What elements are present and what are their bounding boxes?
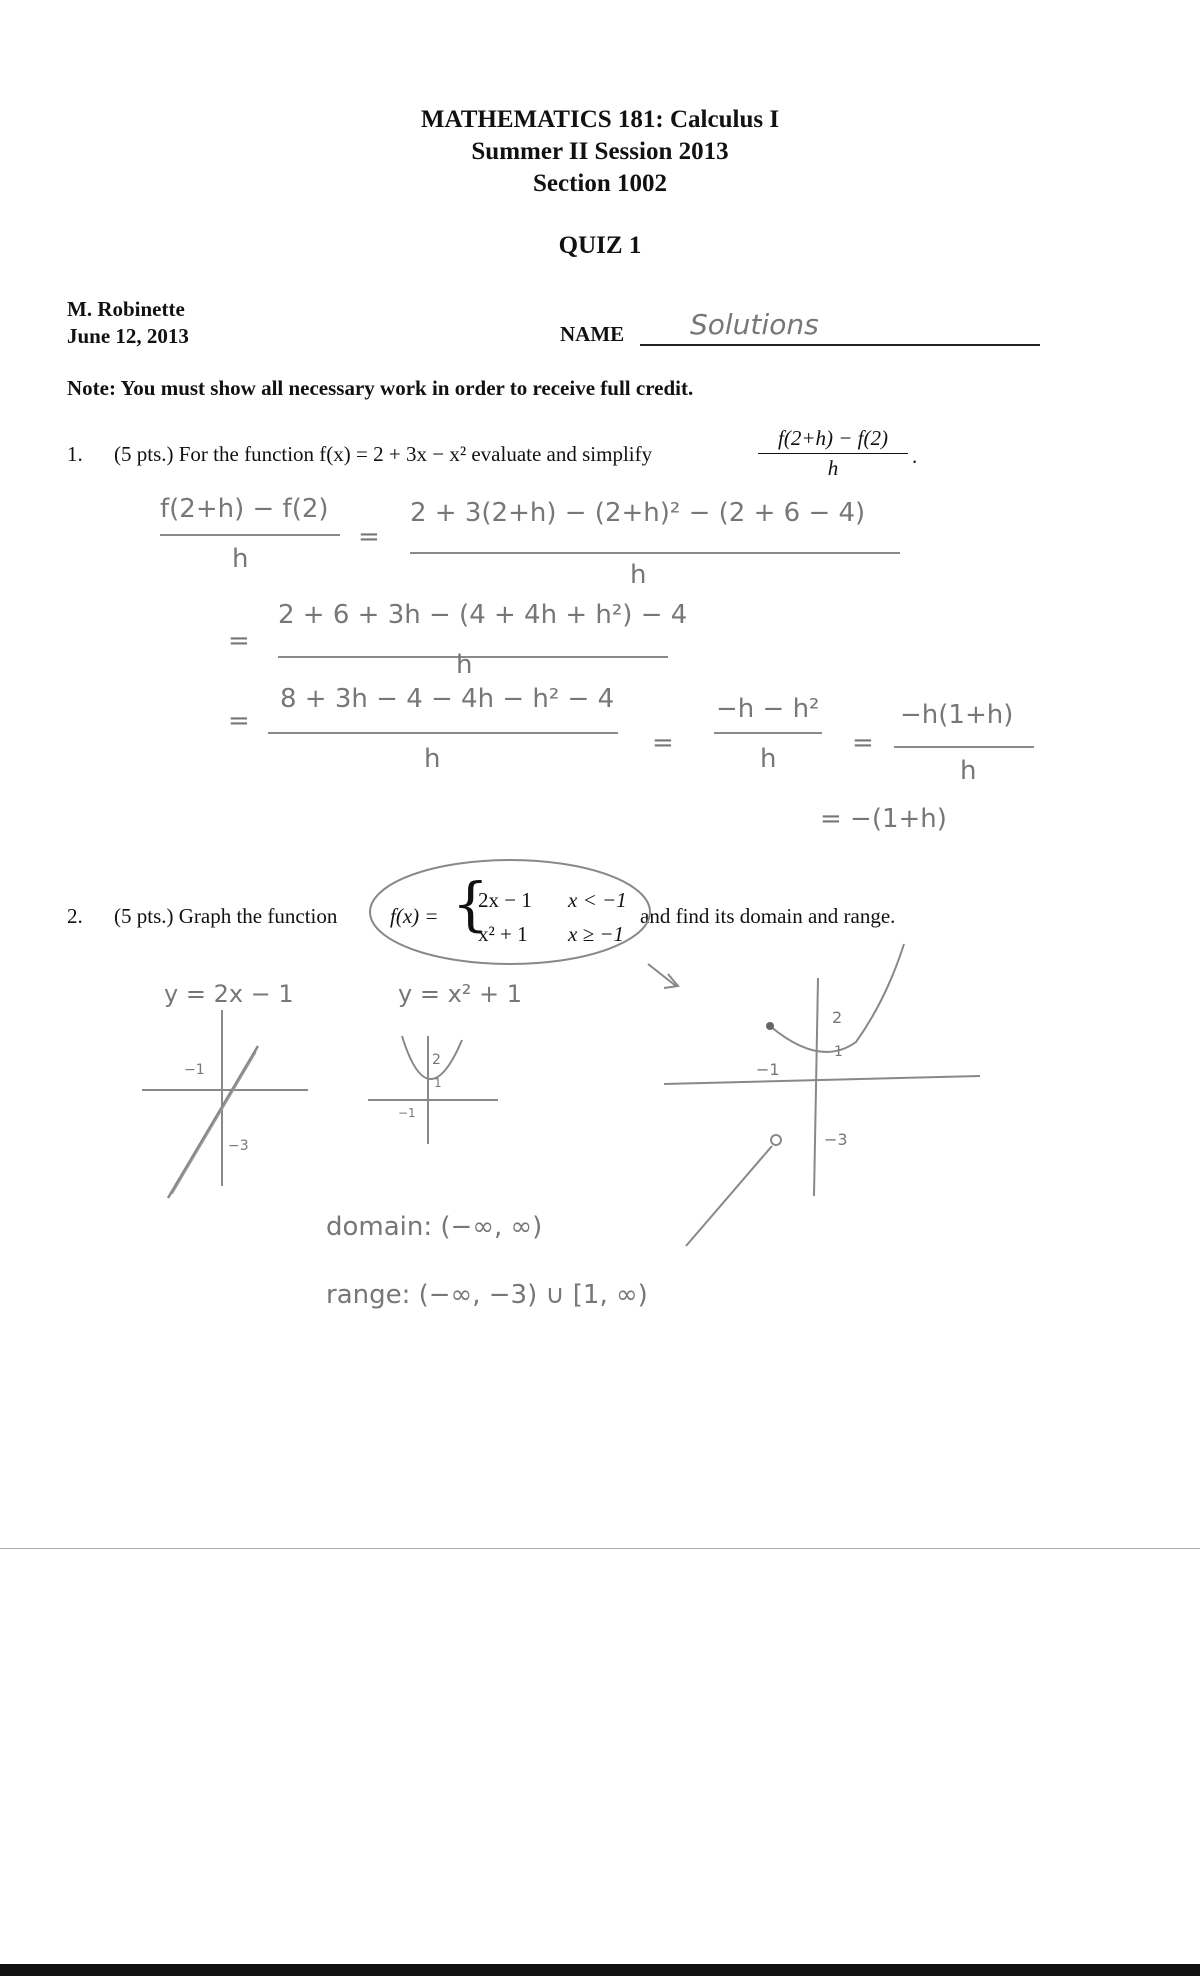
name-value: Solutions [690, 308, 819, 341]
work-step3-den: h [424, 744, 441, 774]
g3-tick-neg3: −3 [824, 1130, 848, 1149]
work-step4-den: h [760, 744, 777, 774]
course-title: MATHEMATICS 181: Calculus I [420, 106, 780, 133]
work-eq-1: = [358, 522, 380, 552]
piecewise-brace: { [452, 870, 489, 938]
piece-1-cond: x < −1 [568, 888, 627, 912]
question-2-text: (5 pts.) Graph the function [114, 904, 338, 928]
work-step5-num: −h(1+h) [900, 700, 1014, 730]
piecewise-fx: f(x) = [390, 904, 439, 928]
work-eq-5: = [852, 728, 874, 758]
work-step2-num: 2 + 6 + 3h − (4 + 4h + h²) − 4 [278, 600, 688, 630]
work-step1-den: h [630, 560, 647, 590]
range-answer: range: (−∞, −3) ∪ [1, ∞) [326, 1280, 648, 1310]
g1-label: y = 2x − 1 [164, 980, 294, 1008]
piece-2-expr: x² + 1 [478, 922, 528, 946]
name-label: NAME [560, 322, 625, 346]
question-2-tail: and find its domain and range. [640, 904, 896, 928]
quiz-date: June 12, 2013 [67, 324, 189, 348]
work-step5-den: h [960, 756, 977, 786]
g3-y-axis [814, 978, 818, 1196]
function-circle [370, 860, 650, 964]
piece-1-expr: 2x − 1 [478, 888, 532, 912]
work-final: = −(1+h) [820, 804, 947, 834]
g3-closed-point [766, 1022, 774, 1030]
g1-tick-neg3: −3 [228, 1138, 249, 1154]
work-step4-num: −h − h² [716, 694, 820, 724]
work-eq-3: = [228, 706, 250, 736]
g3-parabola [770, 944, 904, 1052]
work-step3-num: 8 + 3h − 4 − 4h − h² − 4 [280, 684, 615, 714]
g3-tick-neg1: −1 [756, 1060, 780, 1079]
work-step1-num: 2 + 3(2+h) − (2+h)² − (2 + 6 − 4) [410, 498, 866, 528]
question-1-number: 1. [67, 442, 83, 466]
note: Note: You must show all necessary work in order to receive full credit. [67, 376, 694, 400]
scan-edge [0, 1964, 1200, 1976]
session-title: Summer II Session 2013 [471, 138, 729, 165]
g2-tick-neg1: −1 [398, 1106, 416, 1120]
g2-label: y = x² + 1 [398, 980, 523, 1008]
g3-line [686, 1146, 772, 1246]
g3-tick-2: 2 [832, 1008, 843, 1027]
section-title: Section 1002 [532, 170, 668, 197]
question-1-period: . [912, 444, 918, 468]
arrow-icon [648, 964, 678, 988]
work-lhs-num: f(2+h) − f(2) [160, 494, 329, 524]
domain-answer: domain: (−∞, ∞) [326, 1212, 543, 1242]
g2-tick-2: 2 [432, 1052, 441, 1068]
g3-x-axis [664, 1076, 980, 1084]
instructor-name: M. Robinette [67, 297, 185, 321]
g3-tick-1: 1 [834, 1044, 843, 1060]
work-step2-den: h [456, 650, 473, 680]
quiz-title: QUIZ 1 [558, 232, 642, 259]
work-eq-4: = [652, 728, 674, 758]
g1-line [168, 1046, 258, 1198]
question-1-frac-num: f(2+h) − f(2) [758, 426, 908, 454]
question-1-frac-den: h [827, 456, 839, 480]
piece-2-cond: x ≥ −1 [568, 922, 625, 946]
question-1-text: (5 pts.) For the function f(x) = 2 + 3x − x² evaluate and simplify [114, 442, 653, 466]
g2-tick-1: 1 [434, 1076, 442, 1090]
g3-open-point [771, 1135, 781, 1145]
page-fold-line [0, 1548, 1200, 1549]
question-2-number: 2. [67, 904, 83, 928]
g1-tick-neg1: −1 [184, 1062, 205, 1078]
work-lhs-den: h [232, 544, 249, 574]
work-eq-2: = [228, 626, 250, 656]
